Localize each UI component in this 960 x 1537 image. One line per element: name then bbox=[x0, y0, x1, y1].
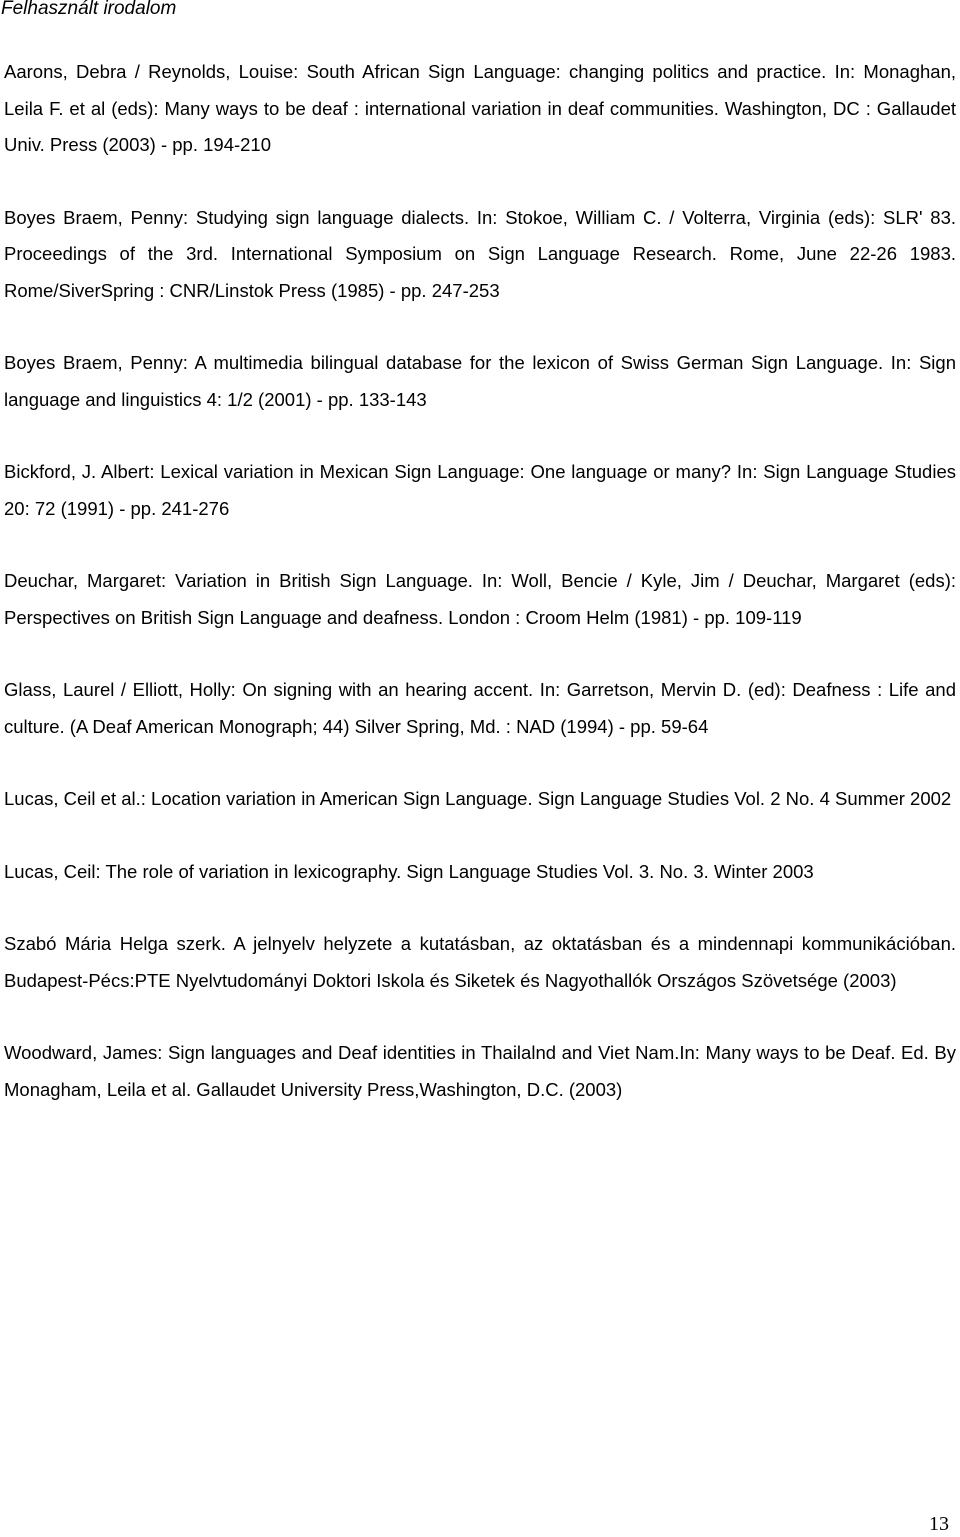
reference-entry: Lucas, Ceil et al.: Location variation in American Sign Language. Sign Language Studies Vol. 2 No. 4 Summer 2002 bbox=[4, 788, 952, 809]
section-heading: Felhasznált irodalom bbox=[1, 0, 177, 19]
reference-entry: Glass, Laurel / Elliott, Holly: On signing with an hearing accent. In: Garretson, Mervin D. (ed): Deafness : Life and culture. (A Deaf American Monograph; 44) Silver Spring, Md. : NAD (1994) - pp. 59-64 bbox=[4, 679, 956, 737]
reference-entry: Bickford, J. Albert: Lexical variation in Mexican Sign Language: One language or many? In: Sign Language Studies 20: 72 (1991) - pp. 241-276 bbox=[4, 461, 956, 519]
reference-entry: Deuchar, Margaret: Variation in British Sign Language. In: Woll, Bencie / Kyle, Jim / Deuchar, Margaret (eds): Perspectives on British Sign Language and deafness. London : Croom Helm (1981) - pp. 109-119 bbox=[4, 570, 956, 628]
reference-list bbox=[4, 54, 956, 1144]
reference-entry: Woodward, James: Sign languages and Deaf identities in Thailalnd and Viet Nam.In: Many ways to be Deaf. Ed. By Monagham, Leila et al. Gallaudet University Press,Washington, D.C. (2003) bbox=[4, 1042, 956, 1100]
reference-entry: Lucas, Ceil: The role of variation in lexicography. Sign Language Studies Vol. 3. No. 3. Winter 2003 bbox=[4, 860, 814, 882]
page-number: 13 bbox=[929, 1513, 949, 1535]
reference-entry: Boyes Braem, Penny: A multimedia bilingual database for the lexicon of Swiss German Sign Language. In: Sign language and linguistics 4: 1/2 (2001) - pp. 133-143 bbox=[4, 352, 956, 410]
reference-entry: Boyes Braem, Penny: Studying sign language dialects. In: Stokoe, William C. / Volterra, Virginia (eds): SLR' 83. Proceedings of the 3rd. International Symposium on Sign Language Research. Rome, June 22-26 1983. Rome/SiverSpring : CNR/Linstok Press (1985) - pp. 247-253 bbox=[4, 206, 956, 301]
reference-entry: Szabó Mária Helga szerk. A jelnyelv helyzete a kutatásban, az oktatásban és a mindennapi kommunikációban. Budapest-Pécs:PTE Nyelvtudományi Doktori Iskola és Siketek és Nagyothallók Országos Szövetsége (2003) bbox=[4, 933, 956, 991]
reference-entry: Aarons, Debra / Reynolds, Louise: South African Sign Language: changing politics and practice. In: Monaghan, Leila F. et al (eds): Many ways to be deaf : international variation in deaf communities. Washington, DC : Gallaudet Univ. Press (2003) - pp. 194-210 bbox=[4, 61, 956, 155]
